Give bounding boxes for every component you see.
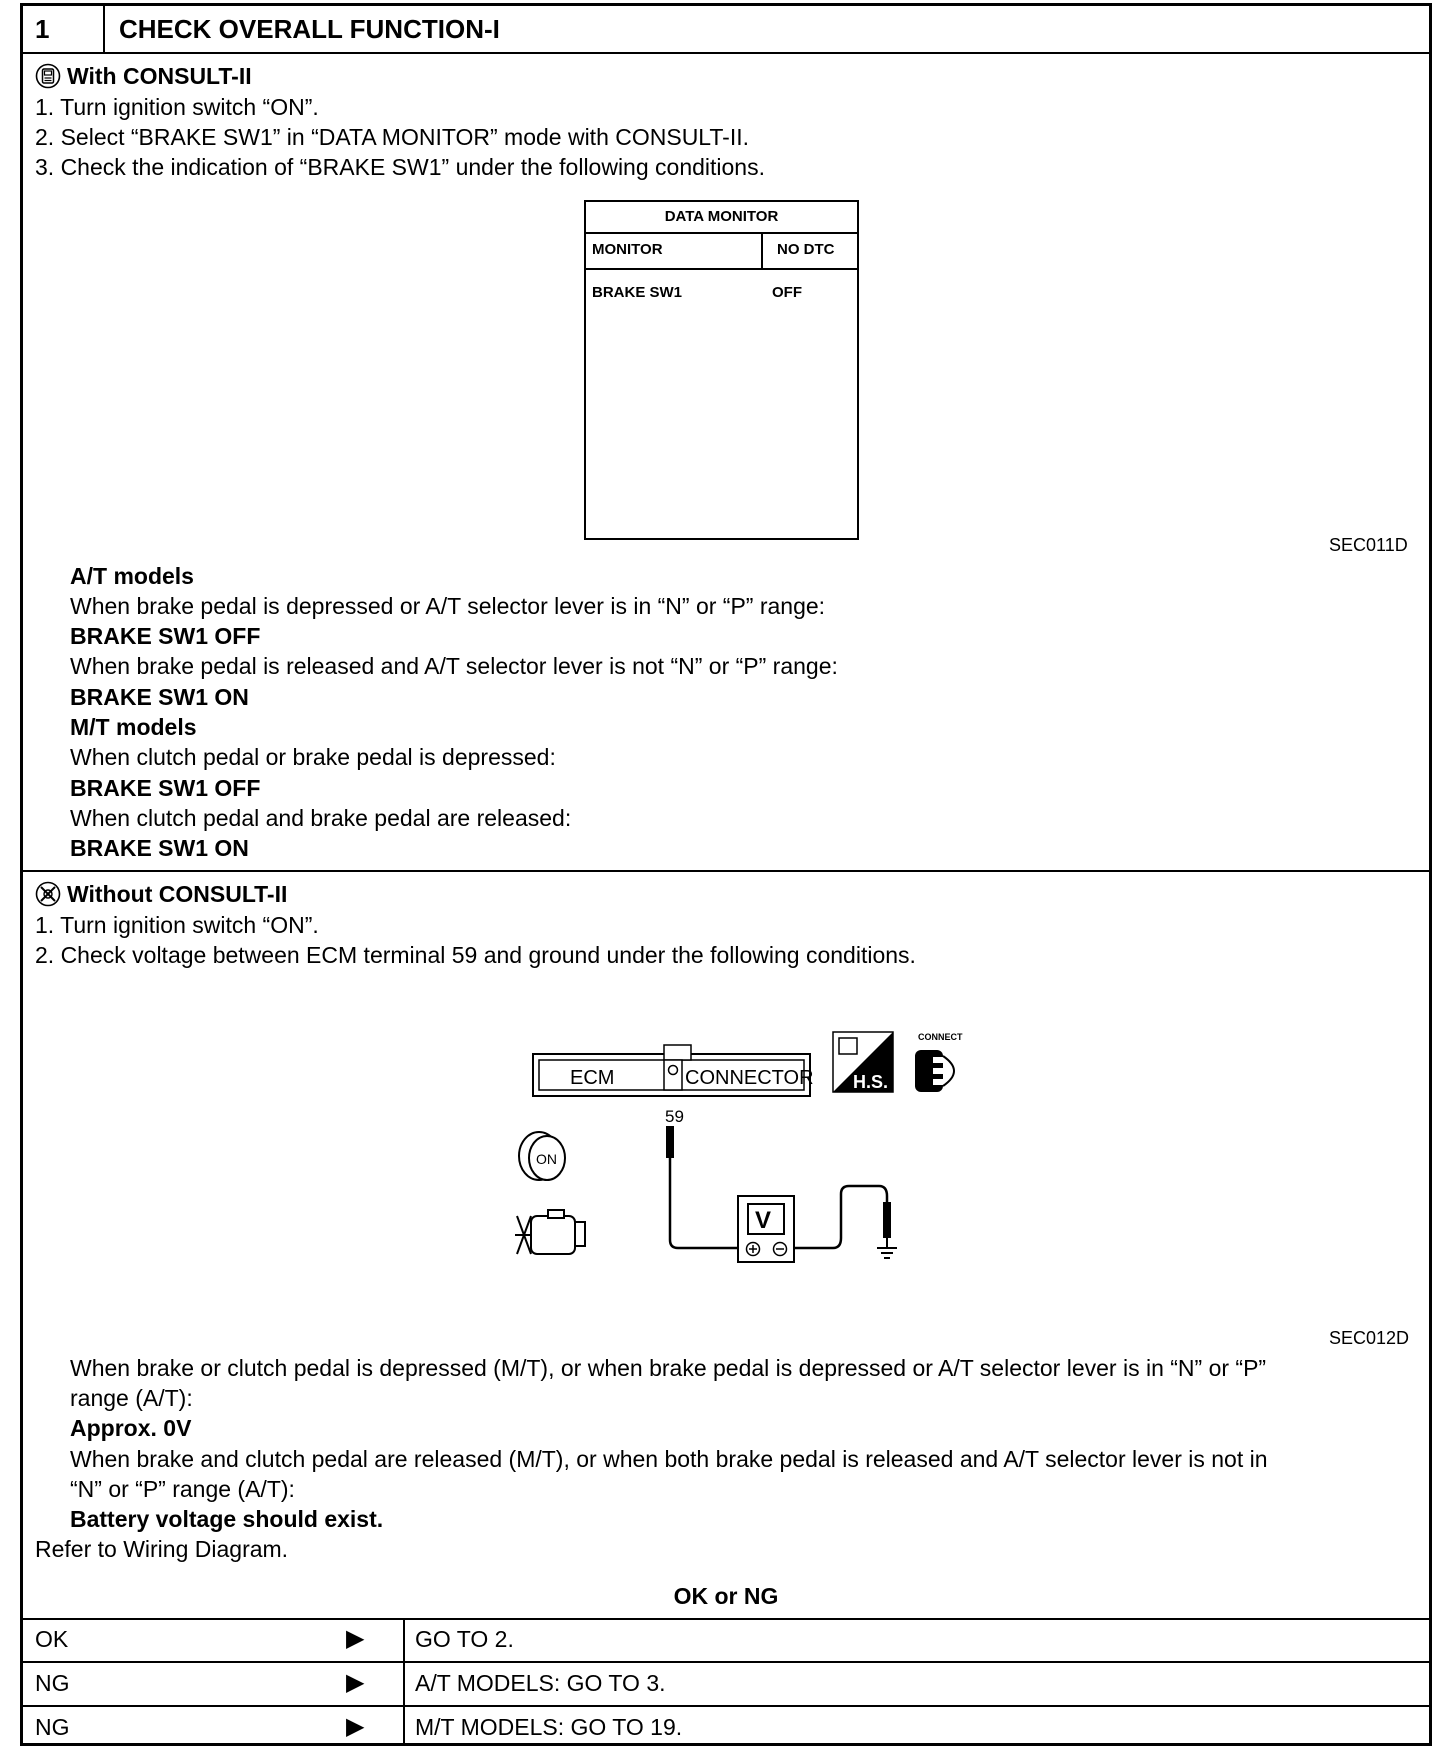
- with-step-2: 2. Select “BRAKE SW1” in “DATA MONITOR” mode with CONSULT-II.: [35, 124, 749, 150]
- page-title: CHECK OVERALL FUNCTION-I: [119, 14, 500, 44]
- mt-condition-1: When clutch pedal or brake pedal is depressed:: [70, 744, 556, 770]
- result-2: Battery voltage should exist.: [70, 1506, 384, 1532]
- dtc-status: NO DTC: [777, 241, 835, 258]
- step-number: 1: [35, 14, 50, 44]
- condition-1-line-1: When brake or clutch pedal is depressed (M/T), or when brake pedal is depressed or A/T selector lever is in “N” or “P”: [70, 1355, 1267, 1381]
- result-table-heading: OK or NG: [673, 1583, 779, 1609]
- without-consult-heading: Without CONSULT-II: [35, 879, 287, 909]
- ecm-label: ECM: [570, 1067, 615, 1089]
- with-step-3: 3. Check the indication of “BRAKE SW1” under the following conditions.: [35, 154, 765, 180]
- svg-text:H.S.: H.S.: [853, 1072, 889, 1092]
- svg-text:CONNECT: CONNECT: [918, 1032, 963, 1042]
- figure-code-1: SEC011D: [1329, 535, 1408, 555]
- column-divider: [761, 232, 763, 268]
- monitor-item-name: BRAKE SW1: [592, 284, 683, 301]
- with-step-1: 1. Turn ignition switch “ON”.: [35, 94, 319, 120]
- result-1: Approx. 0V: [70, 1415, 192, 1441]
- figure-code-2: SEC012D: [1329, 1328, 1410, 1348]
- at-result-1: BRAKE SW1 OFF: [70, 623, 261, 649]
- mt-result-2: BRAKE SW1 ON: [70, 835, 249, 861]
- terminal-number: 59: [665, 1107, 684, 1126]
- voltmeter: [738, 1196, 794, 1262]
- row-1-label: OK: [35, 1626, 69, 1652]
- row-3-label: NG: [35, 1714, 70, 1740]
- engine-icon: [515, 1210, 585, 1254]
- mt-result-1: BRAKE SW1 OFF: [70, 775, 261, 801]
- mt-models-heading: M/T models: [70, 714, 197, 740]
- harness-side-icon: [833, 1032, 893, 1092]
- header-rule: [23, 52, 1429, 54]
- connector-label: CONNECTOR: [685, 1067, 814, 1089]
- monitor-item-value: OFF: [772, 284, 802, 301]
- ignition-key-icon: [519, 1132, 565, 1180]
- with-consult-heading: With CONSULT-II: [35, 61, 252, 91]
- voltmeter-label: V: [755, 1207, 772, 1234]
- header-divider: [103, 6, 105, 52]
- condition-2-line-2: “N” or “P” range (A/T):: [70, 1476, 295, 1502]
- voltage-check-diagram: [503, 1016, 983, 1316]
- procedure-frame: [20, 3, 1432, 1746]
- table-column-divider: [403, 1618, 405, 1746]
- data-monitor-header-row: [586, 232, 857, 270]
- row-2-label: NG: [35, 1670, 70, 1696]
- at-condition-2: When brake pedal is released and A/T selector lever is not “N” or “P” range:: [70, 653, 838, 679]
- table-rule-1: [23, 1661, 1429, 1663]
- monitor-column-label: MONITOR: [592, 241, 663, 258]
- connect-icon: [915, 1032, 963, 1092]
- svg-text:ON: ON: [536, 1151, 557, 1167]
- table-rule-top: [23, 1618, 1429, 1620]
- ground-lead: [794, 1186, 897, 1258]
- at-models-heading: A/T models: [70, 563, 194, 589]
- test-probe: [666, 1126, 738, 1248]
- arrow-right-icon: ▶: [346, 1669, 365, 1696]
- consult-tool-icon: [35, 63, 61, 89]
- ecm-connector: [533, 1045, 814, 1096]
- at-condition-1: When brake pedal is depressed or A/T selector lever is in “N” or “P” range:: [70, 593, 826, 619]
- refer-wiring-diagram: Refer to Wiring Diagram.: [35, 1536, 289, 1562]
- condition-2-line-1: When brake and clutch pedal are released (M/T), or when both brake pedal is released and A/T selector lever is not in: [70, 1446, 1268, 1472]
- without-step-1: 1. Turn ignition switch “ON”.: [35, 912, 319, 938]
- row-2-action: A/T MODELS: GO TO 3.: [415, 1670, 666, 1696]
- section-divider: [23, 870, 1429, 872]
- arrow-right-icon: ▶: [346, 1713, 365, 1740]
- table-rule-2: [23, 1705, 1429, 1707]
- row-3-action: M/T MODELS: GO TO 19.: [415, 1714, 683, 1740]
- data-monitor-title: DATA MONITOR: [586, 202, 857, 234]
- data-monitor-screen: [584, 200, 859, 540]
- no-tool-icon: [35, 881, 61, 907]
- mt-condition-2: When clutch pedal and brake pedal are released:: [70, 805, 572, 831]
- row-1-action: GO TO 2.: [415, 1626, 514, 1652]
- without-step-2: 2. Check voltage between ECM terminal 59 and ground under the following conditions.: [35, 942, 916, 968]
- at-result-2: BRAKE SW1 ON: [70, 684, 249, 710]
- condition-1-line-2: range (A/T):: [70, 1385, 193, 1411]
- arrow-right-icon: ▶: [346, 1625, 365, 1652]
